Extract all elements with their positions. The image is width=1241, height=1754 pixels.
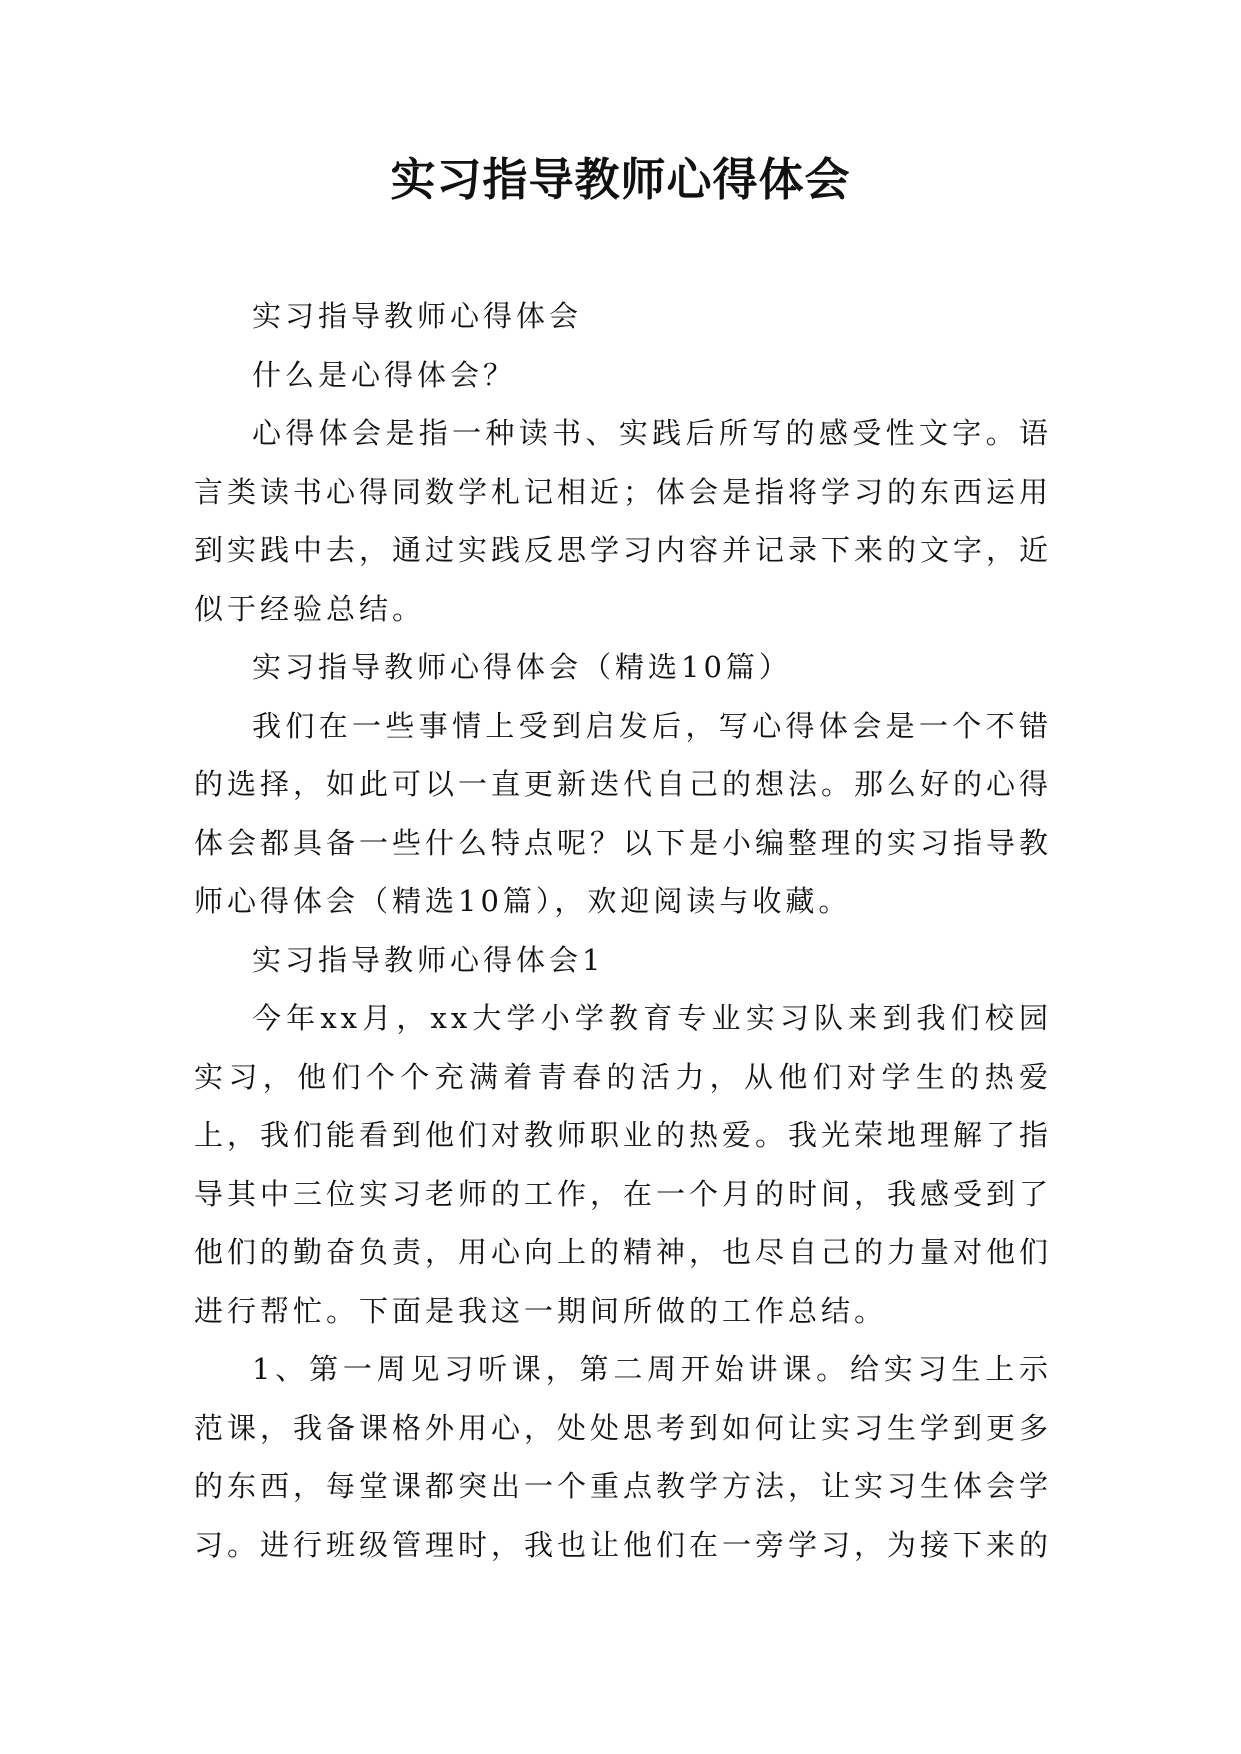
paragraph-collection-heading: 实习指导教师心得体会（精选10篇） [252,650,792,684]
document-title: 实习指导教师心得体会 [390,153,851,206]
paragraph-intro: 我们在一些事情上受到启发后，写心得体会是一个不错的选择，如此可以一直更新迭代自己的想法。那么好的心得体会都具备一些什么特点呢？以下是小编整理的实习指导教师心得体会（精选10篇），欢迎阅读与收藏。 [194,708,1053,918]
paragraph-definition: 心得体会是指一种读书、实践后所写的感受性文字。语言类读书心得同数学札记相近；体会是指将学习的东西运用到实践中去，通过实践反思学习内容并记录下来的文字，近似于经验总结。 [194,416,1053,626]
paragraph-heading: 实习指导教师心得体会 [252,299,583,333]
paragraph-body: 今年xx月，xx大学小学教育专业实习队来到我们校园实习，他们个个充满着青春的活力，从他们对学生的热爱上，我们能看到他们对教师职业的热爱。我光荣地理解了指导其中三位实习老师的工作，在一个月的时间，我感受到了他们的勤奋负责，用心向上的精神，也尽自己的力量对他们进行帮忙。下面是我这一期间所做的工作总结。 [194,1001,1053,1328]
paragraph-section-heading: 实习指导教师心得体会1 [252,942,605,977]
document-body [194,287,1052,1574]
paragraph-question: 什么是心得体会？ [252,357,517,392]
paragraph-body: 1、第一周见习听课，第二周开始讲课。给实习生上示范课，我备课格外用心，处处思考到如何让实习生学到更多的东西，每堂课都突出一个重点教学方法，让实习生体会学习。进行班级管理时，我也让他们在一旁学习，为接下来的 [194,1352,1053,1562]
